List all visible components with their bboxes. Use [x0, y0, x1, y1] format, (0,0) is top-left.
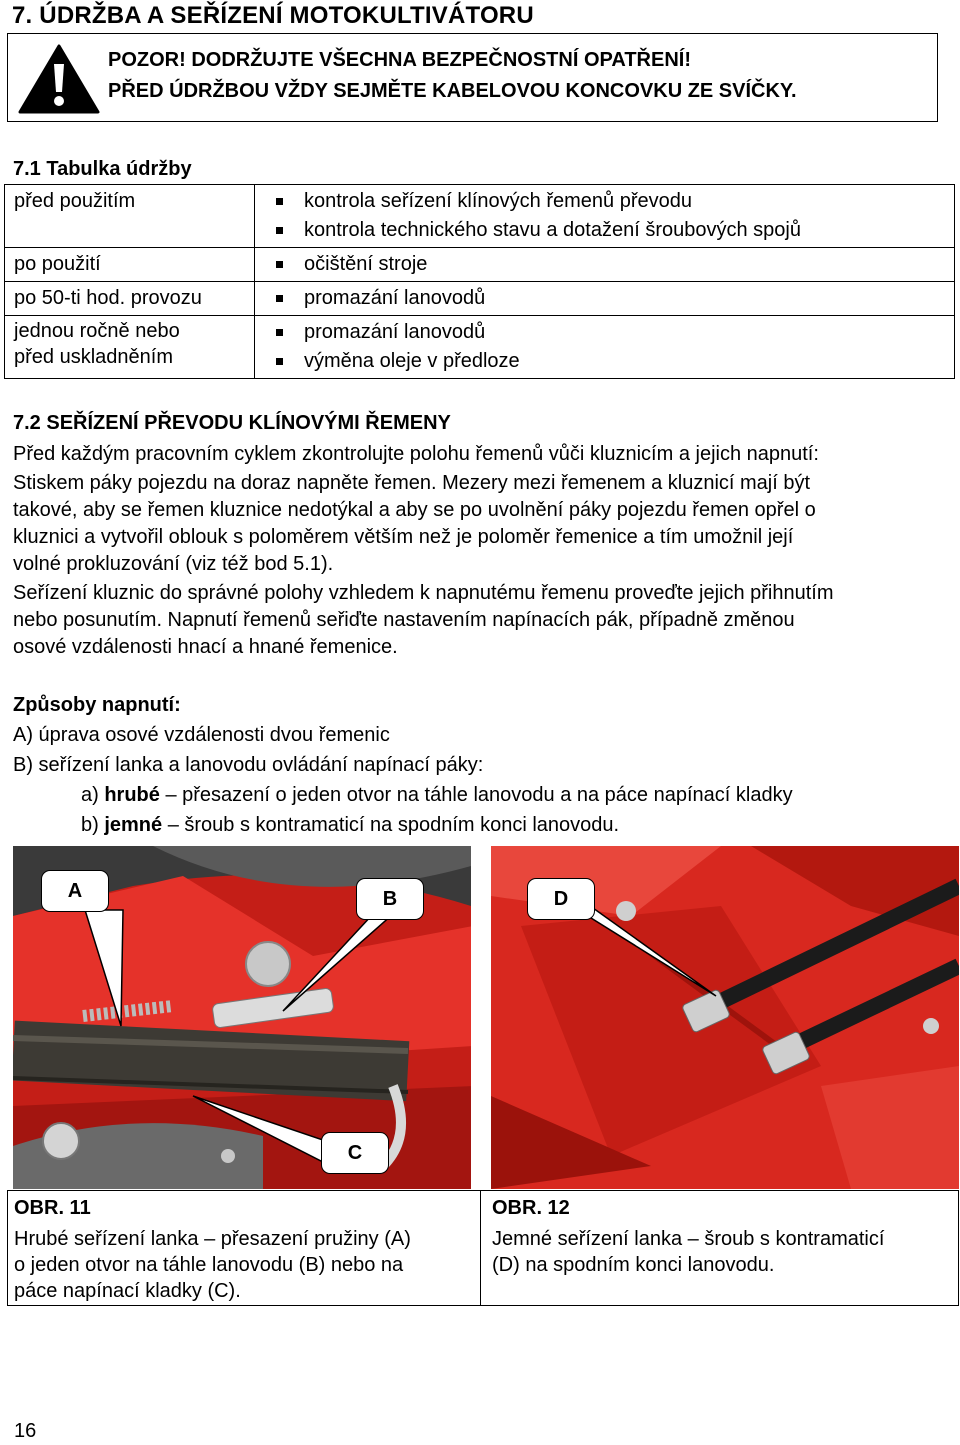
- paragraph-belt-check: Před každým pracovním cyklem zkontrolujte polohu řemenů vůči kluznicím a jejich napnutí: Stiskem páky pojezdu na doraz napněte řemen. Mezery mezi řemenem a kluznicí mají být takové, aby se řemen kluznice nedotýkal a aby se po uvolnění páky pojezdu řemen opřel o kluznici a vytvořil oblouk s poloměrem větším než je poloměr řemenice a tím umožnil její volné prokluzování (viz též bod 5.1).: [13, 443, 819, 575]
- list-item: kontrola technického stavu a dotažení šroubových spojů: [264, 216, 954, 245]
- callout-label-d: D: [527, 878, 595, 920]
- table-cell-when: jednou ročně nebo před uskladněním: [5, 316, 255, 379]
- figure-caption-11: Hrubé seřízení lanka – přesazení pružiny (A) o jeden otvor na táhle lanovodu (B) nebo na páce napínací kladky (C).: [14, 1228, 411, 1302]
- table-cell-when: po 50-ti hod. provozu: [5, 282, 255, 316]
- page-heading: 7. ÚDRŽBA A SEŘÍZENÍ MOTOKULTIVÁTORU: [12, 2, 534, 29]
- table-cell-when: před použitím: [5, 185, 255, 248]
- figure-title-11: OBR. 11: [14, 1197, 91, 1219]
- table-cell-tasks: [255, 316, 955, 379]
- table-row: [5, 185, 955, 248]
- tension-method-a: A) úprava osové vzdálenosti dvou řemenic: [13, 724, 390, 746]
- tension-methods-title: Způsoby napnutí:: [13, 694, 181, 716]
- warning-line-1: POZOR! DODRŽUJTE VŠECHNA BEZPEČNOSTNÍ OPATŘENÍ!: [108, 49, 691, 71]
- paragraph-slide-adjustment: Seřízení kluznic do správné polohy vzhledem k napnutému řemenu proveďte jejich přihnutím nebo posunutím. Napnutí řemenů seřiďte nastavením napínacích pák, případně změnou osové vzdálenosti hnací a hnané řemenice.: [13, 582, 834, 658]
- caption-box-fig-11: [7, 1190, 481, 1306]
- table-cell-tasks: [255, 185, 955, 248]
- figure-title-12: OBR. 12: [492, 1197, 570, 1219]
- figure-caption-12: Jemné seřízení lanka – šroub s kontramaticí (D) na spodním konci lanovodu.: [492, 1228, 885, 1276]
- table-row: [5, 248, 955, 282]
- table-row: [5, 316, 955, 379]
- tension-sub-a: a) hrubé – přesazení o jeden otvor na táhle lanovodu a na páce napínací kladky: [81, 784, 793, 806]
- list-item: výměna oleje v předloze: [264, 347, 954, 376]
- warning-box: [7, 33, 938, 122]
- list-item: očištění stroje: [264, 250, 954, 279]
- table-cell-when: po použití: [5, 248, 255, 282]
- warning-line-2: PŘED ÚDRŽBOU VŽDY SEJMĚTE KABELOVOU KONCOVKU ZE SVÍČKY.: [108, 80, 797, 102]
- caption-box-fig-12: [480, 1190, 959, 1306]
- photo-fig-12: [491, 846, 959, 1189]
- table-cell-tasks: [255, 248, 955, 282]
- callout-label-c: C: [321, 1132, 389, 1174]
- maintenance-table: [4, 184, 955, 379]
- page-number: 16: [14, 1420, 37, 1442]
- tension-sub-b: b) jemné – šroub s kontramaticí na spodním konci lanovodu.: [81, 814, 620, 836]
- section-title-maintenance: 7.1 Tabulka údržby: [13, 158, 192, 180]
- tension-method-b: B) seřízení lanka a lanovodu ovládání napínací páky:: [13, 754, 484, 776]
- callout-label-b: B: [356, 878, 424, 920]
- photo-fig-11: [13, 846, 471, 1189]
- list-item: promazání lanovodů: [264, 284, 954, 313]
- table-row: [5, 282, 955, 316]
- callout-label-a: A: [41, 870, 109, 912]
- list-item: kontrola seřízení klínových řemenů převodu: [264, 187, 954, 216]
- section-title-belt-adjustment: 7.2 SEŘÍZENÍ PŘEVODU KLÍNOVÝMI ŘEMENY: [13, 412, 451, 434]
- list-item: promazání lanovodů: [264, 318, 954, 347]
- table-cell-tasks: [255, 282, 955, 316]
- warning-triangle-icon: [18, 44, 100, 114]
